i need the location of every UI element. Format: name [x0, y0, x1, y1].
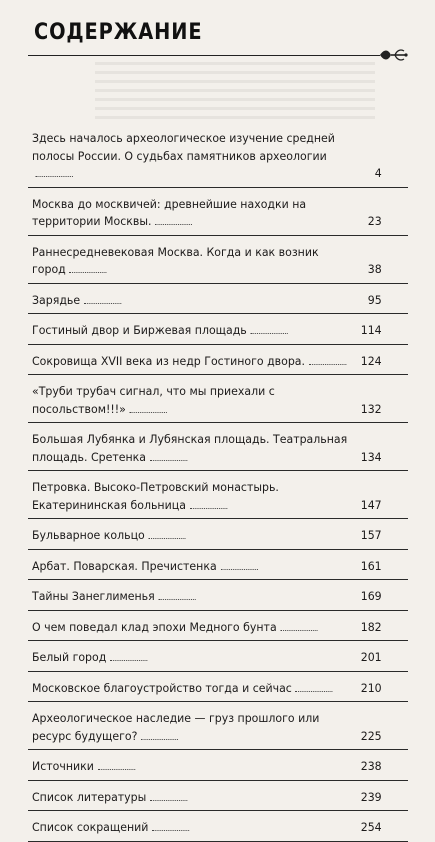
toc-entry [28, 641, 408, 672]
toc-entry [28, 550, 408, 581]
toc-entry-line [32, 383, 382, 418]
table-of-contents [28, 122, 408, 842]
toc-entry-title: Москва до москвичей: древнейшие находки на территории Москвы. [32, 196, 307, 228]
toc-entry-page-number: 132 [360, 401, 382, 416]
dot-leader [296, 691, 333, 692]
dot-leader [69, 272, 106, 273]
toc-entry-page-number: 147 [360, 497, 382, 512]
dot-leader [150, 800, 187, 801]
toc-entry-page-number: 182 [360, 619, 382, 634]
toc-entry-title: О чем поведал клад эпохи Медного бунта [32, 619, 277, 634]
toc-entry-title: Тайны Занеглименья [32, 589, 155, 603]
toc-entry-title: Московское благоустройство тогда и сейчас [32, 680, 292, 695]
toc-entry-page-number: 114 [360, 323, 382, 337]
heading-rule [28, 55, 380, 56]
toc-entry-page-number: 38 [367, 262, 382, 276]
toc-entry-line [32, 588, 382, 606]
toc-entry [28, 471, 408, 519]
dot-leader [150, 460, 187, 461]
dot-leader [36, 176, 73, 177]
page-title: СОДЕРЖАНИЕ [34, 20, 203, 45]
toc-entry-title: Бульварное кольцо [32, 528, 145, 542]
toc-entry-page-number: 124 [360, 353, 382, 368]
toc-entry-page-number: 161 [360, 558, 382, 573]
dot-leader [155, 224, 192, 225]
toc-entry-page-number: 157 [360, 528, 382, 542]
toc-entry-line [32, 649, 382, 667]
toc-entry-page-number: 23 [367, 214, 382, 228]
toc-entry [28, 423, 408, 471]
toc-entry-line [32, 353, 382, 371]
toc-entry [28, 519, 408, 550]
dot-leader [220, 569, 257, 570]
toc-entry-title: Гостиный двор и Биржевая площадь [32, 323, 247, 337]
fleuron-ornament-icon [378, 46, 408, 64]
toc-entry [28, 284, 408, 315]
toc-entry [28, 122, 408, 188]
toc-entry [28, 188, 408, 236]
toc-entry-title: Сокровища XVII века из недр Гостиного двора. [32, 353, 306, 368]
toc-entry [28, 345, 408, 376]
toc-entry-title: Источники [32, 759, 94, 773]
dot-leader [158, 599, 195, 600]
toc-entry-line [32, 819, 382, 837]
toc-entry-page-number: 254 [360, 820, 382, 834]
toc-entry-page-number: 95 [367, 292, 382, 307]
dot-leader [152, 830, 189, 831]
toc-entry-line [32, 292, 382, 310]
toc-entry-title: Список литературы [32, 789, 147, 804]
toc-entry-line [32, 558, 382, 576]
toc-entry-line [32, 431, 382, 466]
toc-entry [28, 236, 408, 284]
toc-entry-line [32, 322, 382, 340]
toc-entry-page-number: 134 [360, 449, 382, 464]
toc-entry-line [32, 527, 382, 545]
dot-leader [110, 660, 147, 661]
toc-entry-title: Список сокращений [32, 820, 149, 834]
dot-leader [251, 333, 288, 334]
dot-leader [141, 739, 178, 740]
toc-entry [28, 811, 408, 842]
toc-entry-line [32, 130, 382, 183]
toc-entry-page-number: 239 [360, 789, 382, 804]
toc-entry-line [32, 619, 382, 637]
toc-entry-title: Археологическое наследие — груз прошлого или ресурс будущего? [32, 711, 320, 743]
toc-entry-page-number: 4 [374, 166, 382, 180]
toc-entry-title: Зарядье [32, 292, 81, 307]
toc-entry-page-number: 238 [360, 759, 382, 773]
toc-entry-page-number: 225 [360, 728, 382, 743]
dot-leader [98, 769, 135, 770]
toc-entry [28, 781, 408, 812]
toc-entry-page-number: 201 [360, 650, 382, 664]
toc-entry-line [32, 680, 382, 698]
toc-entry-line [32, 710, 382, 745]
dot-leader [130, 412, 167, 413]
dot-leader [190, 508, 227, 509]
toc-entry-title: Здесь началось археологическое изучение средней полосы России. О судьбах памятников археологии [32, 131, 335, 163]
toc-entry-line [32, 244, 382, 279]
toc-entry-title: Большая Лубянка и Лубянская площадь. Театральная площадь. Сретенка [32, 432, 348, 464]
toc-entry [28, 750, 408, 781]
toc-entry [28, 375, 408, 423]
toc-entry-line [32, 758, 382, 776]
toc-entry-title: Петровка. Высоко-Петровский монастырь. Екатерининская больница [32, 480, 279, 512]
dot-leader [148, 538, 185, 539]
toc-entry [28, 611, 408, 642]
dot-leader [84, 303, 121, 304]
bleed-through-shadow [95, 62, 375, 122]
dot-leader [280, 630, 317, 631]
toc-entry [28, 314, 408, 345]
toc-entry [28, 580, 408, 611]
toc-entry-line [32, 789, 382, 807]
toc-entry [28, 672, 408, 703]
dot-leader [309, 364, 346, 365]
toc-entry-page-number: 169 [360, 589, 382, 603]
toc-entry-line [32, 479, 382, 514]
toc-entry-title: «Труби трубач сигнал, что мы приехали с посольством!!!» [32, 384, 275, 416]
toc-entry-page-number: 210 [360, 680, 382, 695]
toc-entry-title: Белый город [32, 650, 107, 664]
toc-entry-line [32, 196, 382, 231]
toc-entry-title: Арбат. Поварская. Пречистенка [32, 558, 217, 573]
toc-entry-title: Раннесредневековая Москва. Когда и как возник город [32, 244, 319, 276]
toc-entry [28, 702, 408, 750]
